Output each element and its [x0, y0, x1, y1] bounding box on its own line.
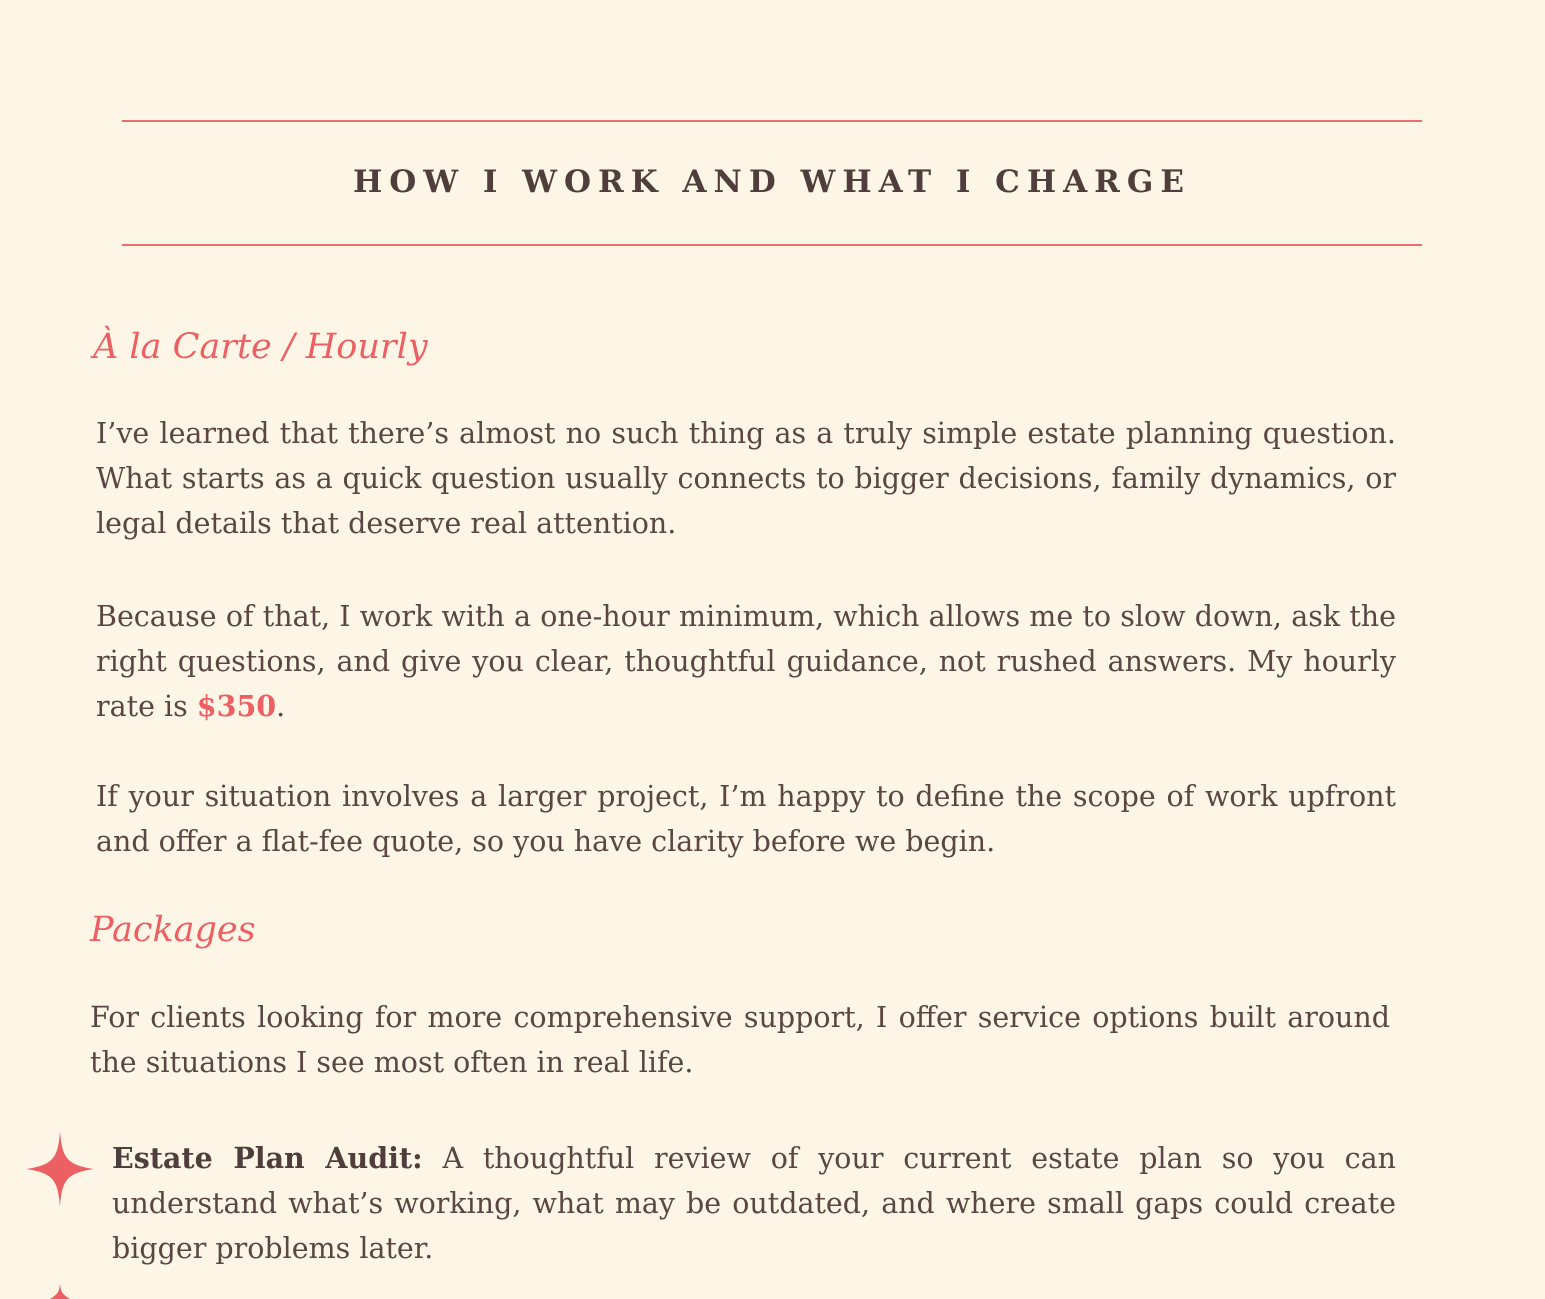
- packages-intro: For clients looking for more comprehensive support, I offer service options built around the situations I see most often in real life.: [90, 1001, 1390, 1079]
- hourly-rate: $350: [196, 689, 277, 723]
- bottom-divider: [122, 244, 1422, 246]
- hourly-paragraph-2: [96, 594, 1396, 729]
- page-title: HOW I WORK AND WHAT I CHARGE: [352, 164, 1192, 200]
- hourly-paragraph-1: I’ve learned that there’s almost no such thing as a truly simple estate planning question. What starts as a quick question usually connects to bigger decisions, family dynamics, or legal details that deserve real attention.: [96, 417, 1396, 540]
- top-divider: [122, 120, 1422, 122]
- package-item-description: A thoughtful review of your current estate plan so you can understand what’s working, what may be outdated, and where small gaps could create bigger problems later.: [112, 1142, 1396, 1265]
- sparkle-bullet-icon-partial: [50, 1284, 70, 1299]
- packages-heading: Packages: [90, 910, 256, 950]
- hourly-paragraph-2-end: .: [276, 690, 286, 723]
- hourly-paragraph-2-text: Because of that, I work with a one-hour minimum, which allows me to slow down, ask the right questions, and give you clear, thoughtful guidance, not rushed answers. My hourly rate is: [96, 600, 1396, 723]
- package-item-name: Estate Plan Audit:: [112, 1141, 423, 1175]
- package-item: [112, 1136, 1396, 1271]
- hourly-paragraph-3: If your situation involves a larger project, I’m happy to define the scope of work upfront and offer a flat-fee quote, so you have clarity before we begin.: [96, 780, 1396, 858]
- hourly-heading: À la Carte / Hourly: [93, 327, 428, 367]
- sparkle-bullet-icon: [26, 1131, 94, 1207]
